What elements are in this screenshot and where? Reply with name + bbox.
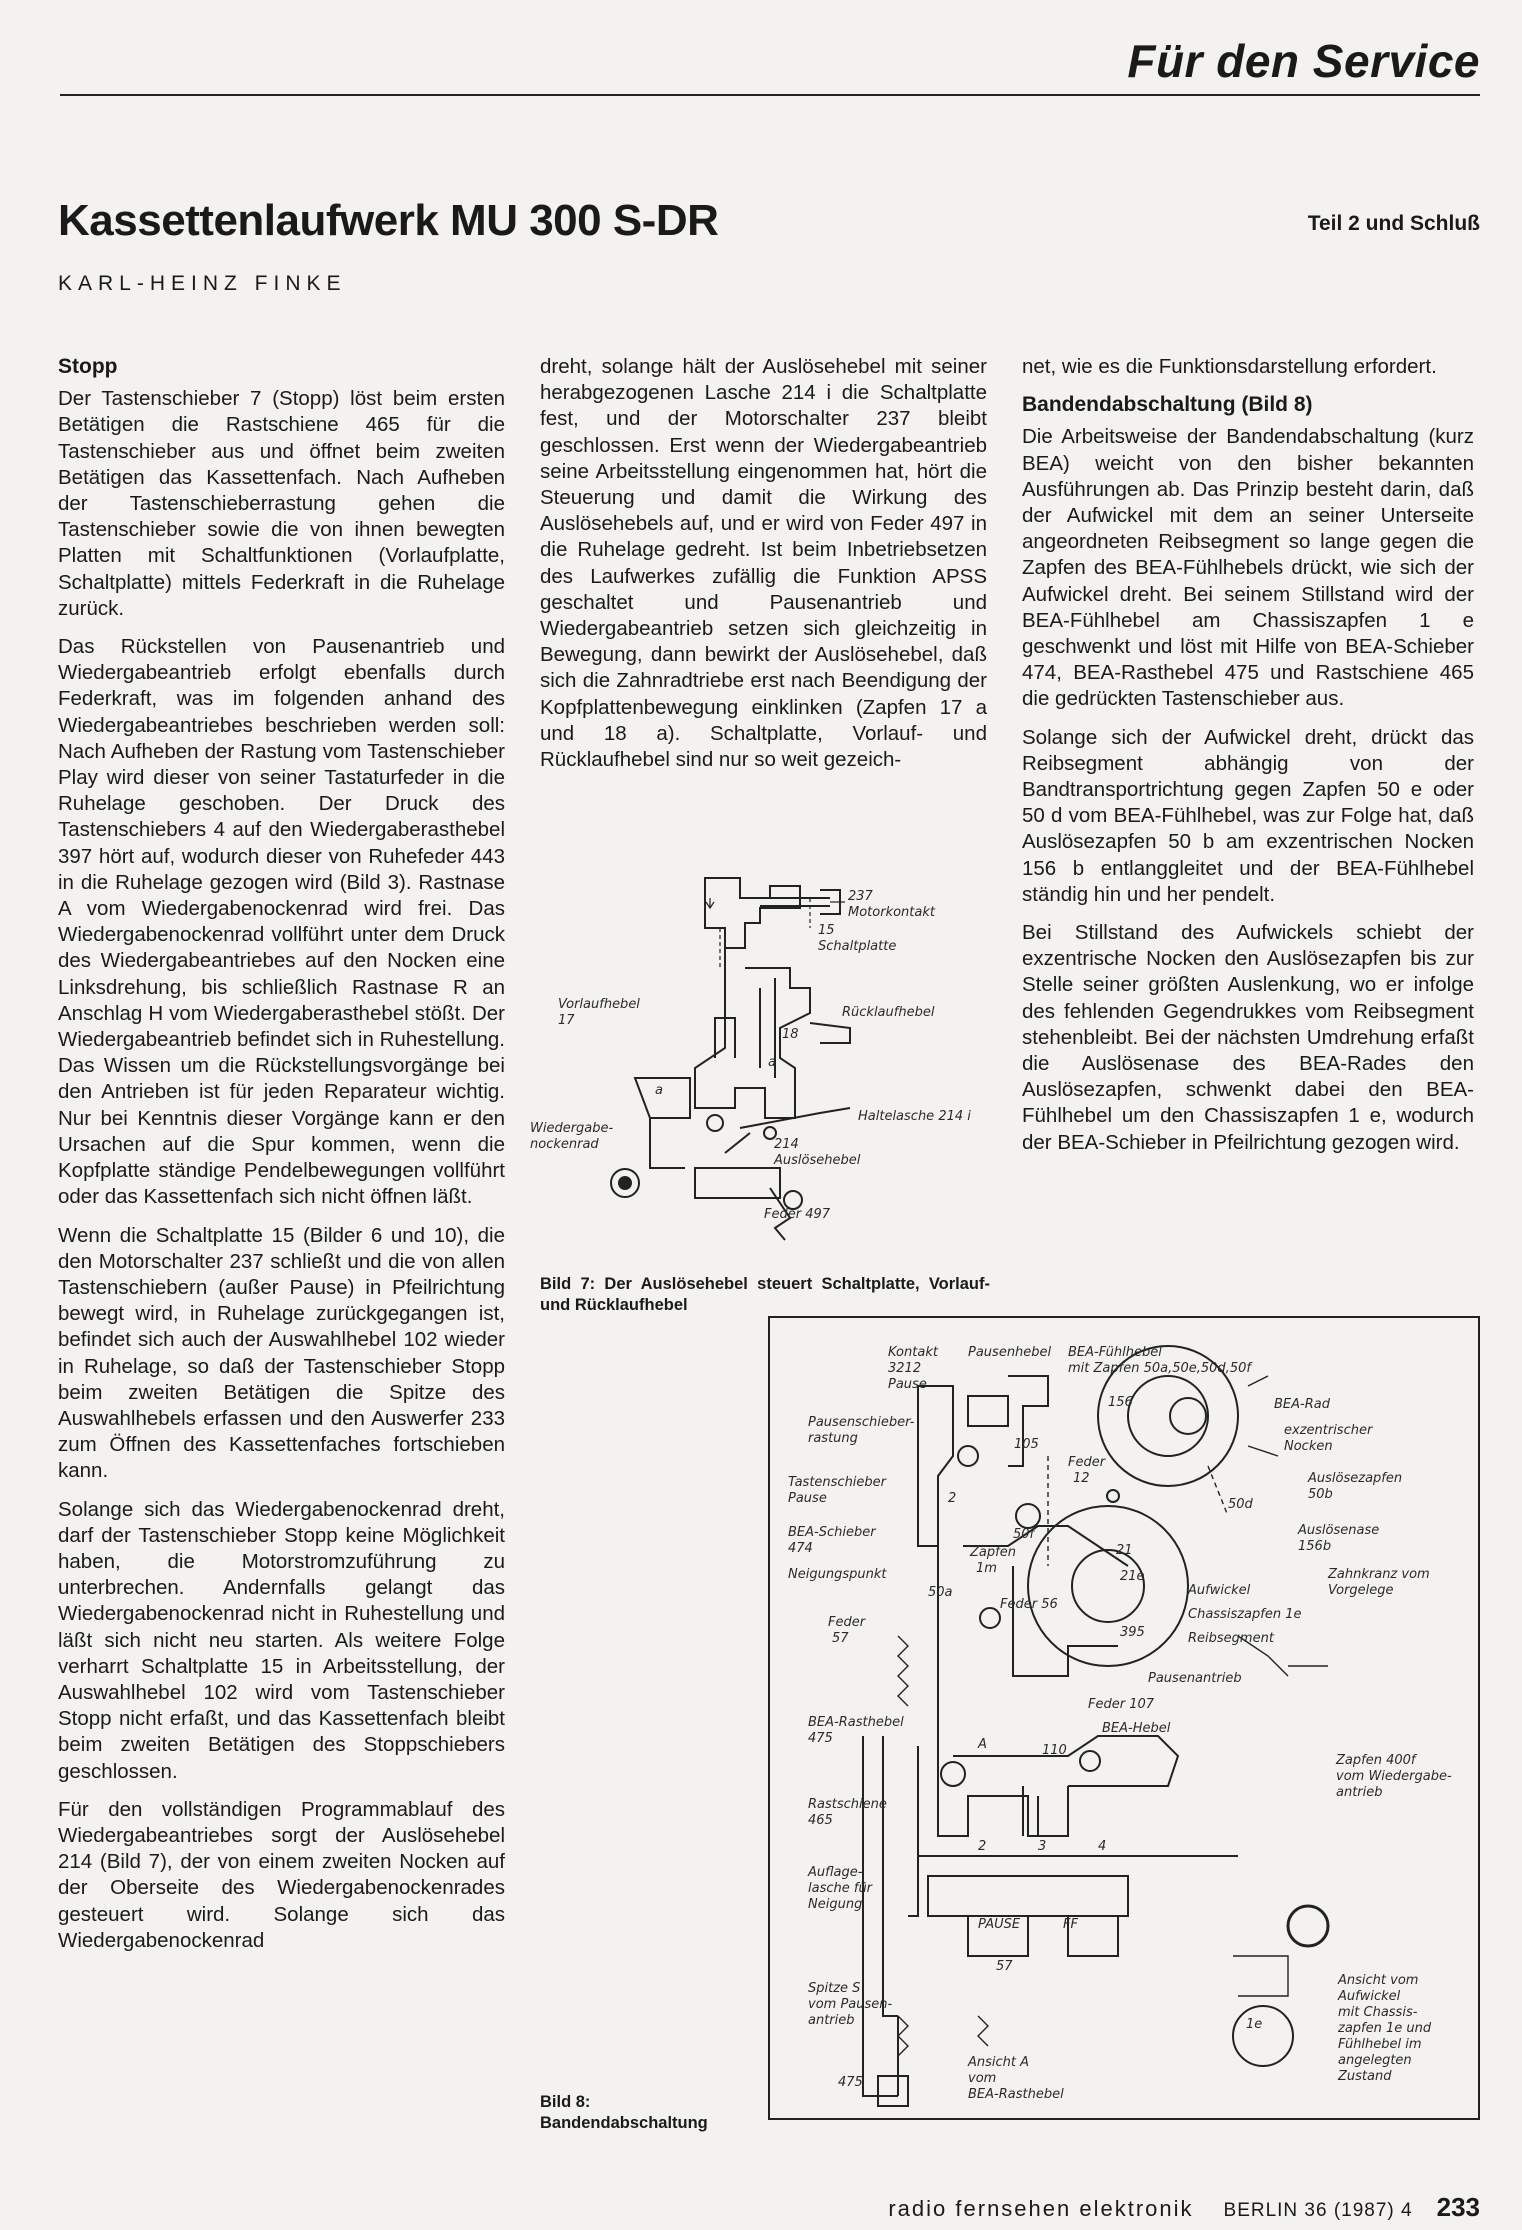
fig7-label: Haltelasche 214 i <box>858 1109 971 1124</box>
paragraph: Solange sich der Aufwickel dreht, drückt das Reibsegment abhängig von der Bandtransportrichtung gegen Zapfen 50 e oder 50 d vom BEA-Fühlhebel, was zur Folge hat, daß Auslösezapfen 50 b am exzentrischen Nocken 156 b entlanggleitet und der BEA-Fühlhebel ständig hin und her pendelt. <box>1022 725 1474 906</box>
fig8-label: Zahnkranz vom <box>1328 1567 1430 1582</box>
fig8-label: 3 <box>1038 1839 1047 1854</box>
fig8-label: 21 <box>1116 1543 1133 1558</box>
fig8-label: Rastschiene <box>808 1797 887 1812</box>
fig8-label: 57 <box>832 1631 849 1646</box>
fig7-label: Feder 497 <box>764 1207 831 1222</box>
fig8-label: 110 <box>1042 1743 1067 1758</box>
fig7-label: Auslösehebel <box>774 1153 861 1168</box>
fig8-label: 2 <box>978 1839 987 1854</box>
fig8-label: Pausenantrieb <box>1148 1671 1242 1686</box>
fig8-label: vom Pausen- <box>808 1997 893 2012</box>
fig8-label: Pausenhebel <box>968 1345 1052 1360</box>
fig7-label: a <box>768 1055 776 1070</box>
fig8-label: 156b <box>1298 1539 1332 1554</box>
figure-7-caption: Bild 7: Der Auslösehebel steuert Schaltplatte, Vorlauf- und Rücklaufhebel <box>540 1275 990 1314</box>
fig8-label: lasche für <box>808 1881 873 1896</box>
fig8-label: antrieb <box>808 2013 855 2028</box>
fig8-label: antrieb <box>1336 1785 1383 1800</box>
fig8-label: Aufwickel <box>1338 1989 1401 2004</box>
header-rule <box>60 94 1480 96</box>
article-title: Kassettenlaufwerk MU 300 S-DR <box>58 196 719 245</box>
section-header: Für den Service <box>1127 35 1480 87</box>
fig7-label: Schaltplatte <box>818 939 897 954</box>
paragraph: Der Tastenschieber 7 (Stopp) löst beim ersten Betätigen die Rastschiene 465 für die Tastenschieber aus und öffnet beim zweiten Betätigen das Kassettenfach. Nach Aufheben der Tastenschieberrastung gehen die Tastenschieber sowie die von ihnen bewegten Platten mit Schaltfunktionen (Vorlaufplatte, Schaltplatte) mittels Federkraft in die Ruhelage zurück. <box>58 387 505 620</box>
fig8-label: Ansicht vom <box>1338 1973 1419 1988</box>
fig8-label: BEA-Rasthebel <box>808 1715 904 1730</box>
paragraph: Solange sich das Wiedergabenockenrad dreht, darf der Tastenschieber Stopp keine Möglichkeit haben, die Motorstromzuführung zu unterbrechen. Andernfalls gelangt das Wiedergabenockenrad nicht in Ruhestellung und läßt sich nicht neu starten. Als weitere Folge verharrt Schaltplatte 15 in Arbeitsstellung, der Auswahlhebel 102 wird vom Tastenschieber Stopp nicht erfaßt, und das Kassettenfach bleibt beim zweiten Betätigen des Stoppschiebers geschlossen. <box>58 1497 505 1783</box>
fig8-label: Pause <box>888 1377 927 1392</box>
figure-8-diagram <box>768 1316 1480 2120</box>
fig8-label: Zustand <box>1338 2069 1392 2084</box>
fig8-label: Pause <box>788 1491 827 1506</box>
article-author: KARL-HEINZ FINKE <box>58 272 347 295</box>
fig8-label: 1e <box>1246 2017 1263 2032</box>
fig8-label: vom <box>968 2071 997 2086</box>
fig8-label: BEA-Fühlhebel <box>1068 1345 1162 1360</box>
fig8-label: Neigungspunkt <box>788 1567 887 1582</box>
fig7-label: Motorkontakt <box>848 905 935 920</box>
fig8-label: 50a <box>928 1585 953 1600</box>
fig8-label: BEA-Hebel <box>1102 1721 1171 1736</box>
issue-info: BERLIN 36 (1987) 4 <box>1223 2200 1413 2221</box>
fig7-label: 18 <box>782 1027 799 1042</box>
fig8-label: Chassiszapfen 1e <box>1188 1607 1302 1622</box>
paragraph: dreht, solange hält der Auslösehebel mit seiner herabgezogenen Lasche 214 i die Schaltplatte fest, und der Motorschalter 237 bleibt geschlossen. Erst wenn der Wiedergabeantrieb seine Arbeitsstellung eingenommen hat, hört die Steuerung und damit die Wirkung des Auslösehebels auf, und er wird von Feder 497 in die Ruhelage gedreht. Ist beim Inbetriebsetzen des Laufwerkes zufällig die Funktion APSS geschaltet und Pausenantrieb und Wiedergabeantrieb setzen sich gleichzeitig in Bewegung, dann bewirkt der Auslösehebel, daß sich die Zahnradtriebe erst nach Beendigung der Kopfplattenbewegung einklinken (Zapfen 17 a und 18 a). Schaltplatte, Vorlauf- und Rücklaufhebel sind nur so weit gezeich- <box>540 355 987 772</box>
fig8-label: FF <box>1063 1917 1078 1932</box>
fig8-label: 3212 <box>888 1361 922 1376</box>
fig8-label: 50f <box>1013 1527 1035 1542</box>
fig8-label: 475 <box>808 1731 833 1746</box>
fig8-label: 50d <box>1228 1497 1253 1512</box>
fig8-label: mit Zapfen 50a,50e,50d,50f <box>1068 1361 1251 1376</box>
fig8-label: Zapfen <box>970 1545 1016 1560</box>
fig8-label: BEA-Rasthebel <box>968 2087 1064 2102</box>
fig8-label: A <box>978 1737 987 1752</box>
fig7-label: 237 <box>848 889 873 904</box>
paragraph: Das Rückstellen von Pausenantrieb und Wiedergabeantrieb erfolgt ebenfalls durch Federkraft, was im folgenden anhand des Wiedergabeantriebes beschrieben werden soll: Nach Aufheben der Rastung vom Tastenschieber Play wird dieser von seiner Tastaturfeder in die Ruhelage geschoben. Der Druck des Tastenschiebers 4 auf den Wiedergaberasthebel 397 hört auf, wodurch dieser von Ruhefeder 443 in die Ruhelage gezogen wird (Bild 3). Rastnase A vom Wiedergabenockenrad wird frei. Das Wiedergabenockenrad vollführt unter dem Druck des Wiedergabeantriebes auf den Nocken eine Linksdrehung, bis schließlich Rastnase R an Anschlag H vom Wiedergaberasthebel stößt. Der Wiedergabeantrieb befindet sich in Ruhestellung. Das Wissen um die Rückstellungsvorgänge bei den Antrieben ist für jeden Reparateur wichtig. Nur bei Kenntnis dieser Vorgänge kann er den Ursachen auf die Spur kommen, wenn die Kopfplatte ständige Pendelbewegungen vollführt oder das Kassettenfach sich nicht öffnen läßt. <box>58 635 505 1209</box>
fig7-label: Vorlaufhebel <box>558 997 640 1012</box>
page-footer <box>660 2192 1480 2223</box>
fig8-label: 50b <box>1308 1487 1333 1502</box>
fig8-label: Feder 56 <box>1000 1597 1058 1612</box>
fig8-label: Feder <box>1068 1455 1106 1470</box>
page-number: 233 <box>1436 2192 1480 2222</box>
fig8-label: Feder 107 <box>1088 1697 1155 1712</box>
fig8-label: BEA-Rad <box>1274 1397 1330 1412</box>
figure-7-diagram <box>520 868 980 1258</box>
fig8-label: exzentrischer <box>1284 1423 1373 1438</box>
text-column-1 <box>58 354 505 1966</box>
paragraph: Für den vollständigen Programmablauf des Wiedergabeantriebes sorgt der Auslösehebel 214 (Bild 7), der von einem zweiten Nocken auf der Oberseite des Wiedergabenockenrades gesteuert wird. Solange sich das Wiedergabenockenrad <box>58 1797 505 1952</box>
fig8-label: angelegten <box>1338 2053 1412 2068</box>
fig8-label: 465 <box>808 1813 833 1828</box>
fig8-label: Kontakt <box>888 1345 938 1360</box>
paragraph: Wenn die Schaltplatte 15 (Bilder 6 und 10), die den Motorschalter 237 schließt und die von allen Tastenschiebern (außer Pause) in Pfeilrichtung bewegt wird, in Ruhelage zurückgegangen ist, befindet sich auch der Auswahlhebel 102 wieder in Ruhelage, so daß der Tastenschieber Stopp beim zweiten Betätigen die Spitze des Auswahlhebels erfassen und den Auswerfer 233 zum Öffnen des Kassettenfaches fortschieben kann. <box>58 1223 505 1483</box>
fig8-label: 2 <box>948 1491 957 1506</box>
fig7-label: nockenrad <box>530 1137 599 1152</box>
section-heading-stopp: Stopp <box>58 355 118 378</box>
fig8-label: zapfen 1e und <box>1338 2021 1432 2036</box>
fig8-label: rastung <box>808 1431 858 1446</box>
fig8-label: 1m <box>976 1561 997 1576</box>
paragraph: net, wie es die Funktionsdarstellung erfordert. <box>1022 355 1437 378</box>
fig8-label: 105 <box>1014 1437 1039 1452</box>
fig8-label: Vorgelege <box>1328 1583 1394 1598</box>
fig8-label: Ansicht A <box>968 2055 1030 2070</box>
text-column-2 <box>540 354 987 785</box>
fig8-label: 4 <box>1098 1839 1107 1854</box>
fig8-label: 21e <box>1120 1569 1145 1584</box>
paragraph: Bei Stillstand des Aufwickels schiebt der exzentrische Nocken den Auslösezapfen bis zur Stelle seiner größten Auslenkung, wo er infolge des fehlenden Gegendrukkes vom Reibsegment stehenbleibt. Bei der nächsten Umdrehung erfaßt die Auslösenase des BEA-Rades den Auslösezapfen, schwenkt dabei den BEA-Fühlhebel um den Chassiszapfen 1 e, wodurch der BEA-Schieber in Pfeilrichtung gezogen wird. <box>1022 921 1474 1154</box>
fig8-label: Auslösenase <box>1298 1523 1380 1538</box>
fig8-label: Neigung <box>808 1897 863 1912</box>
fig8-label: BEA-Schieber <box>788 1525 876 1540</box>
fig8-label: Tastenschieber <box>788 1475 887 1490</box>
fig8-label: Aufwickel <box>1188 1583 1251 1598</box>
article-part: Teil 2 und Schluß <box>1307 212 1480 235</box>
fig8-label: Reibsegment <box>1188 1631 1274 1646</box>
fig8-label: mit Chassis- <box>1338 2005 1418 2020</box>
fig8-label: 474 <box>788 1541 813 1556</box>
fig8-label: 57 <box>996 1959 1013 1974</box>
fig8-label: Auflage- <box>808 1865 863 1880</box>
fig7-label: Rücklaufhebel <box>842 1005 935 1020</box>
fig7-label: 15 <box>818 923 835 938</box>
fig7-label: 17 <box>558 1013 575 1028</box>
fig8-label: Auslösezapfen <box>1308 1471 1403 1486</box>
fig8-label: 156 <box>1108 1395 1133 1410</box>
text-column-3 <box>1022 354 1474 1168</box>
fig8-label: 395 <box>1120 1625 1145 1640</box>
fig7-label: Wiedergabe- <box>530 1121 614 1136</box>
fig8-label: 475 <box>838 2075 863 2090</box>
fig8-label: Pausenschieber- <box>808 1415 915 1430</box>
fig8-label: 12 <box>1073 1471 1090 1486</box>
fig8-label: Nocken <box>1284 1439 1333 1454</box>
fig8-label: Spitze S <box>808 1981 861 1996</box>
figure-8-caption: Bild 8: Bandendabschaltung <box>540 2093 708 2132</box>
fig8-label: vom Wiedergabe- <box>1336 1769 1452 1784</box>
fig8-label: Fühlhebel im <box>1338 2037 1422 2052</box>
fig7-label: a <box>655 1083 663 1098</box>
fig7-label: 214 <box>774 1137 799 1152</box>
fig8-label: Zapfen 400f <box>1336 1753 1416 1768</box>
paragraph: Die Arbeitsweise der Bandendabschaltung (kurz BEA) weicht von den bisher bekannten Ausführungen ab. Das Prinzip besteht darin, daß der Aufwickel mit dem an seiner Unterseite angeordneten Reibsegment so lange gegen die Zapfen des BEA-Fühlhebels drückt, wie sich der Aufwickel dreht. Bei seinem Stillstand wird der BEA-Fühlhebel am Chassiszapfen 1 e geschwenkt und löst mit Hilfe von BEA-Schieber 474, BEA-Rasthebel 475 und Rastschiene 465 die gedrückten Tastenschieber aus. <box>1022 425 1474 711</box>
journal-name: radio fernsehen elektronik <box>888 2196 1194 2221</box>
section-heading-bandendabschaltung: Bandendabschaltung (Bild 8) <box>1022 393 1313 417</box>
fig8-label: Feder <box>828 1615 866 1630</box>
fig8-label: PAUSE <box>978 1917 1021 1932</box>
